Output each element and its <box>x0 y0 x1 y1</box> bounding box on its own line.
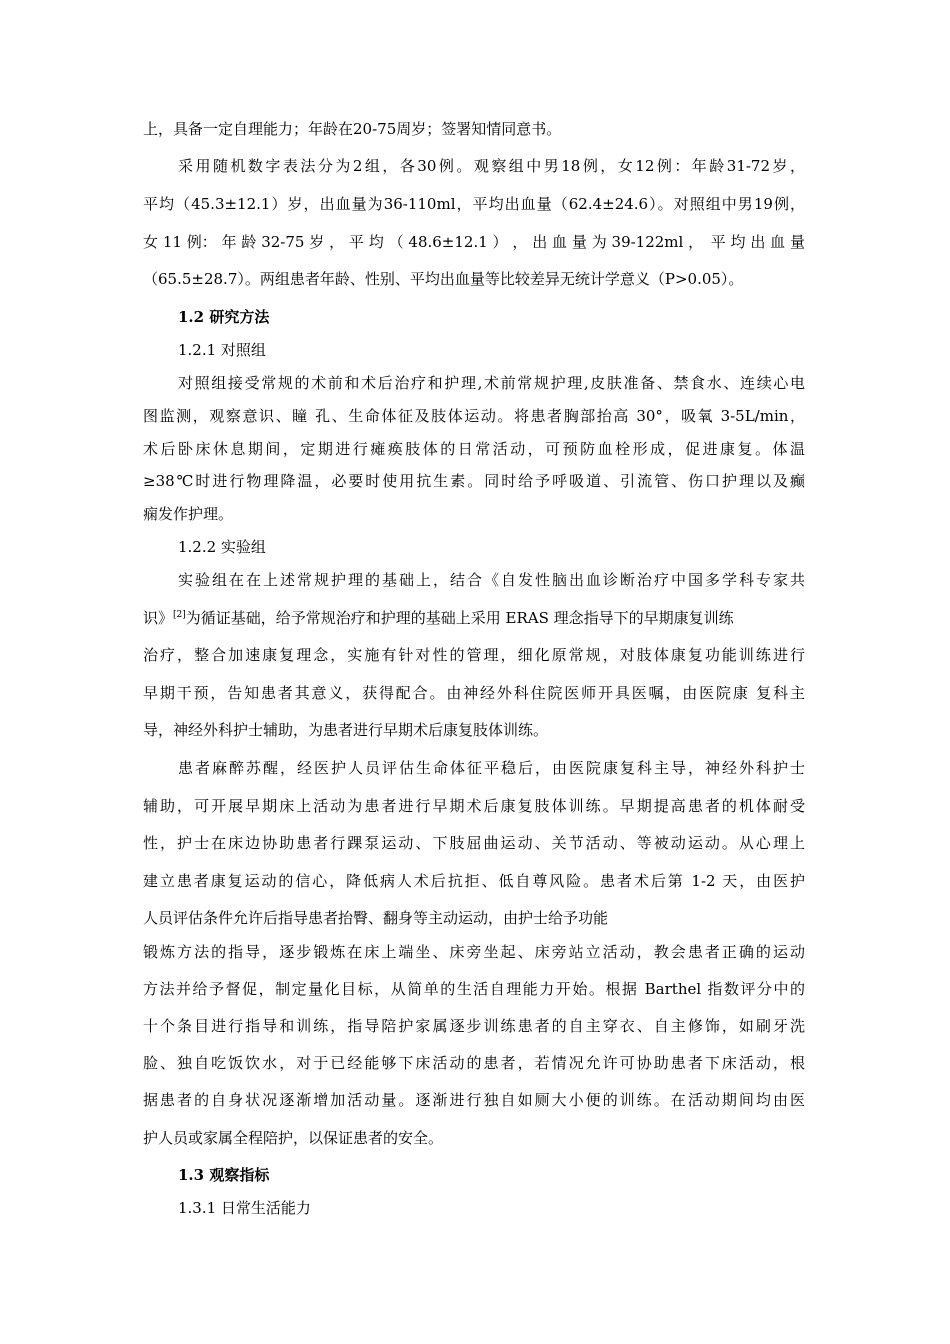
paragraph-line: 女 11 例： 年 龄 32-75 岁 ， 平 均 （ 48.6±12.1 ） ， 出 血 量 为 39-122ml ， 平 均 出 血 量 <box>143 233 805 251</box>
paragraph-line: 据患者的自身状况逐渐增加活动量。逐渐进行独自如厕大小便的训练。在活动期间均由医 <box>143 1091 805 1109</box>
paragraph-line: 早期干预，告知患者其意义，获得配合。由神经外科住院医师开具医嘱，由医院康 复科主 <box>143 684 805 702</box>
paragraph-line: 十个条目进行指导和训练，指导陪护家属逐步训练患者的自主穿衣、自主修饰，如刷牙洗 <box>143 1017 805 1035</box>
citation-ref: [2] <box>173 610 186 620</box>
paragraph-line: 性，护士在床边协助患者行踝泵运动、下肢屈曲运动、关节活动、等被动运动。从心理上 <box>143 834 805 852</box>
paragraph-line: 治疗，整合加速康复理念，实施有针对性的管理，细化原常规，对肢体康复功能训练进行 <box>143 646 805 664</box>
section-heading: 1.3 观察指标 <box>178 1166 270 1184</box>
subsection-heading: 1.2.2 实验组 <box>178 538 266 556</box>
paragraph-line: ≥38℃时进行物理降温，必要时使用抗生素。同时给予呼吸道、引流管、伤口护理以及癫 <box>143 472 805 490</box>
paragraph-line: 导，神经外科护士辅助，为患者进行早期术后康复肢体训练。 <box>143 721 549 739</box>
subsection-heading: 1.3.1 日常生活能力 <box>178 1199 311 1217</box>
paragraph-line: 实验组在在上述常规护理的基础上，结合《自发性脑出血诊断治疗中国多学科专家共 <box>178 571 805 589</box>
paragraph-line: 方法并给予督促，制定量化目标，从简单的生活自理能力开始。根据 Barthel 指数评分中的 <box>143 980 805 998</box>
text-segment: 识》 <box>143 609 174 627</box>
paragraph-line: 护人员或家属全程陪护，以保证患者的安全。 <box>143 1129 444 1147</box>
text-segment: 为循证基础，给予常规治疗和护理的基础上采用 ERAS 理念指导下的早期康复训练 <box>185 609 734 627</box>
paragraph-line: 辅助，可开展早期床上活动为患者进行早期术后康复肢体训练。早期提高患者的机体耐受 <box>143 797 805 815</box>
paragraph-line: 建立患者康复运动的信心，降低病人术后抗拒、低自尊风险。患者术后第 1-2 天，由医护 <box>143 872 805 890</box>
paragraph-line: 锻炼方法的指导，逐步锻炼在床上端坐、床旁坐起、床旁站立活动，教会患者正确的运动 <box>143 943 805 961</box>
paragraph-line-with-citation <box>143 607 734 628</box>
paragraph-line: 对照组接受常规的术前和术后治疗和护理,术前常规护理,皮肤准备、禁食水、连续心电 <box>178 374 805 392</box>
paragraph-line: 平均（45.3±12.1）岁，出血量为36-110ml，平均出血量（62.4±24.6）。对照组中男19例， <box>143 195 805 213</box>
paragraph-line: 采用随机数字表法分为2组，各30例。观察组中男18例，女12例：年龄31-72岁， <box>178 157 805 175</box>
paragraph-line: 图监测，观察意识、瞳 孔、生命体征及肢体运动。将患者胸部抬高 30°，吸氧 3-5L/min， <box>143 407 805 425</box>
paragraph-line: 术后卧床休息期间，定期进行瘫痪肢体的日常活动，可预防血栓形成，促进康复。体温 <box>143 440 805 458</box>
subsection-heading: 1.2.1 对照组 <box>178 341 266 359</box>
paragraph-line: （65.5±28.7）。两组患者年龄、性别、平均出血量等比较差异无统计学意义（P>0.05）。 <box>143 270 744 288</box>
section-heading: 1.2 研究方法 <box>178 308 270 326</box>
paragraph-line: 患者麻醉苏醒，经医护人员评估生命体征平稳后，由医院康复科主导，神经外科护士 <box>178 759 805 777</box>
paragraph-line: 痫发作护理。 <box>143 505 234 523</box>
paragraph-line: 脸、独自吃饭饮水，对于已经能够下床活动的患者，若情况允许可协助患者下床活动，根 <box>143 1054 805 1072</box>
paragraph-line: 上，具备一定自理能力；年龄在20-75周岁；签署知情同意书。 <box>143 120 562 138</box>
paragraph-line: 人员评估条件允许后指导患者抬臀、翻身等主动运动，由护士给予功能 <box>143 909 609 927</box>
